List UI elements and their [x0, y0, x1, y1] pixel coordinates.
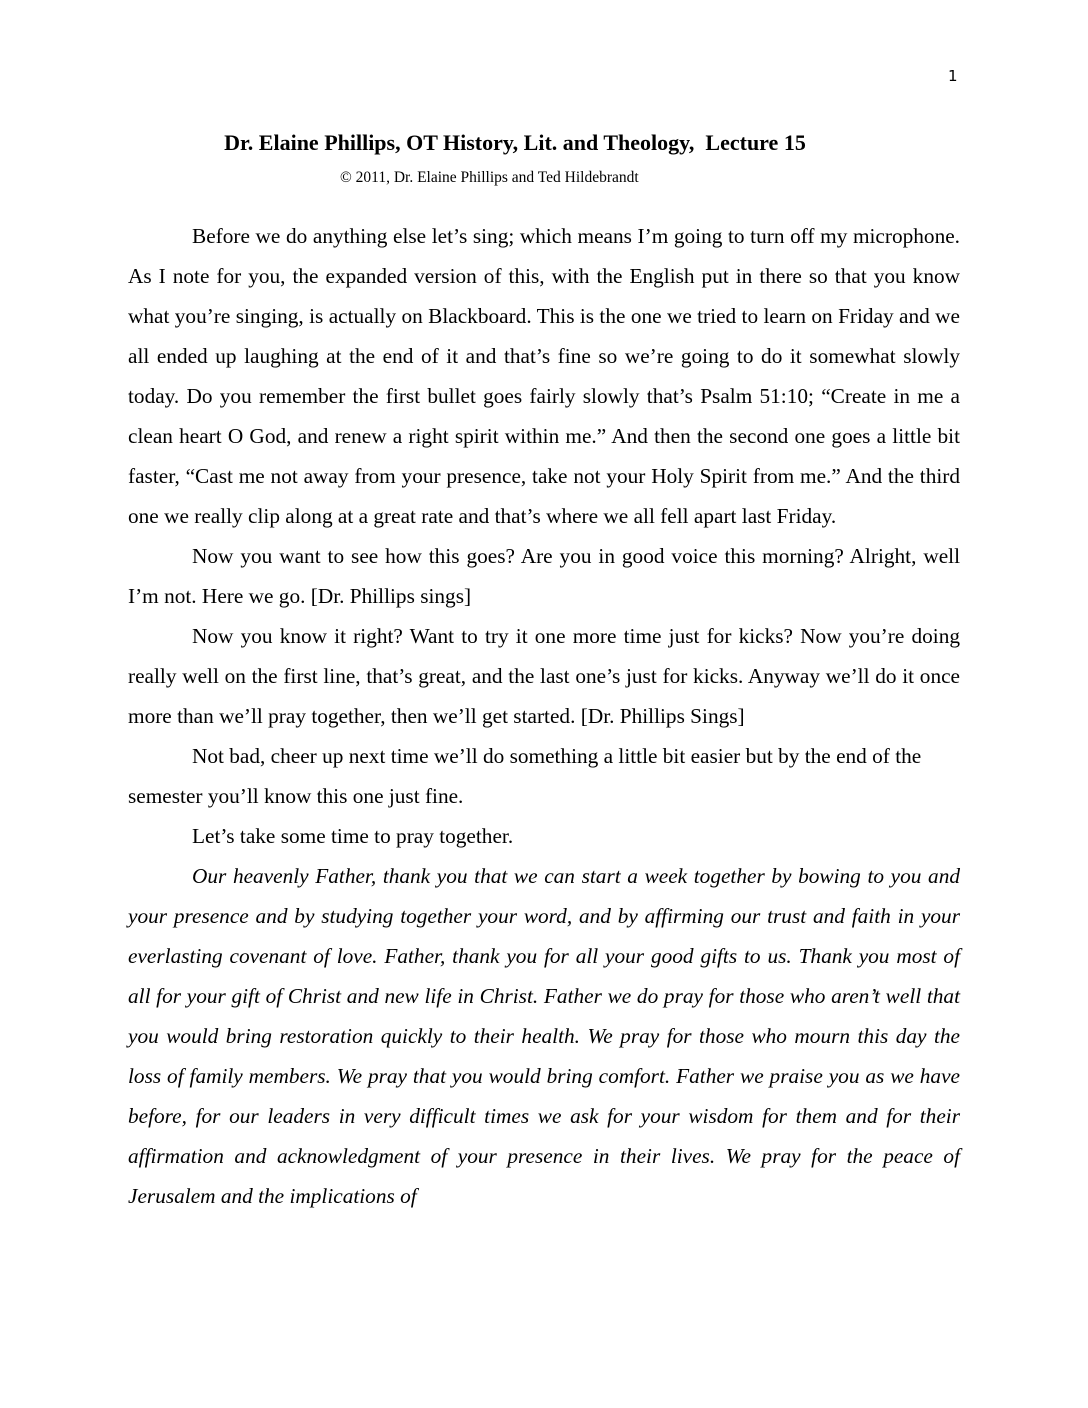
paragraph-repeat-song: Now you know it right? Want to try it one more time just for kicks? Now you’re doing really well on the first line, that’s great, and the last one’s just for kicks. Anyway we’ll do it once more than we’ll pray together, then we’ll get started. [Dr. Phillips Sings]: [128, 624, 960, 728]
paragraph-encouragement: Not bad, cheer up next time we’ll do something a little bit easier but by the end of the semester you’ll know this one just fine.: [128, 744, 922, 808]
paragraph-prayer-intro: Let’s take some time to pray together.: [192, 824, 514, 848]
paragraph-demo-song: Now you want to see how this goes? Are you in good voice this morning? Alright, well I’m not. Here we go. [Dr. Phillips sings]: [128, 544, 960, 608]
page-number: 1: [948, 67, 958, 85]
paragraph-intro-singing: Before we do anything else let’s sing; which means I’m going to turn off my microphone. As I note for you, the expanded version of this, with the English put in there so that you know what you’re singing, is actually on Blackboard. This is the one we tried to learn on Friday and we all ended up laughing at the end of it and that’s fine so we’re going to do it somewhat slowly today. Do you remember the first bullet goes fairly slowly that’s Psalm 51:10; “Create in me a clean heart O God, and renew a right spirit within me.” And then the second one goes a little bit faster, “Cast me not away from your presence, take not your Holy Spirit from me.” And the third one we really clip along at a great rate and that’s where we all fell apart last Friday.: [128, 224, 960, 528]
copyright-line: © 2011, Dr. Elaine Phillips and Ted Hildebrandt: [340, 169, 639, 186]
lecture-transcript: [128, 216, 960, 1216]
document-title: Dr. Elaine Phillips, OT History, Lit. and Theology, Lecture 15: [224, 130, 806, 155]
paragraph-prayer: Our heavenly Father, thank you that we can start a week together by bowing to you and your presence and by studying together your word, and by affirming our trust and faith in your everlasting covenant of love. Father, thank you for all your good gifts to us. Thank you most of all for your gift of Christ and new life in Christ. Father we do pray for those who aren’t well that you would bring restoration quickly to their health. We pray for those who mourn this day the loss of family members. We pray that you would bring comfort. Father we praise you as we have before, for our leaders in very difficult times we ask for your wisdom for them and for their affirmation and acknowledgment of your presence in their lives. We pray for the peace of Jerusalem and the implications of: [128, 864, 960, 1208]
